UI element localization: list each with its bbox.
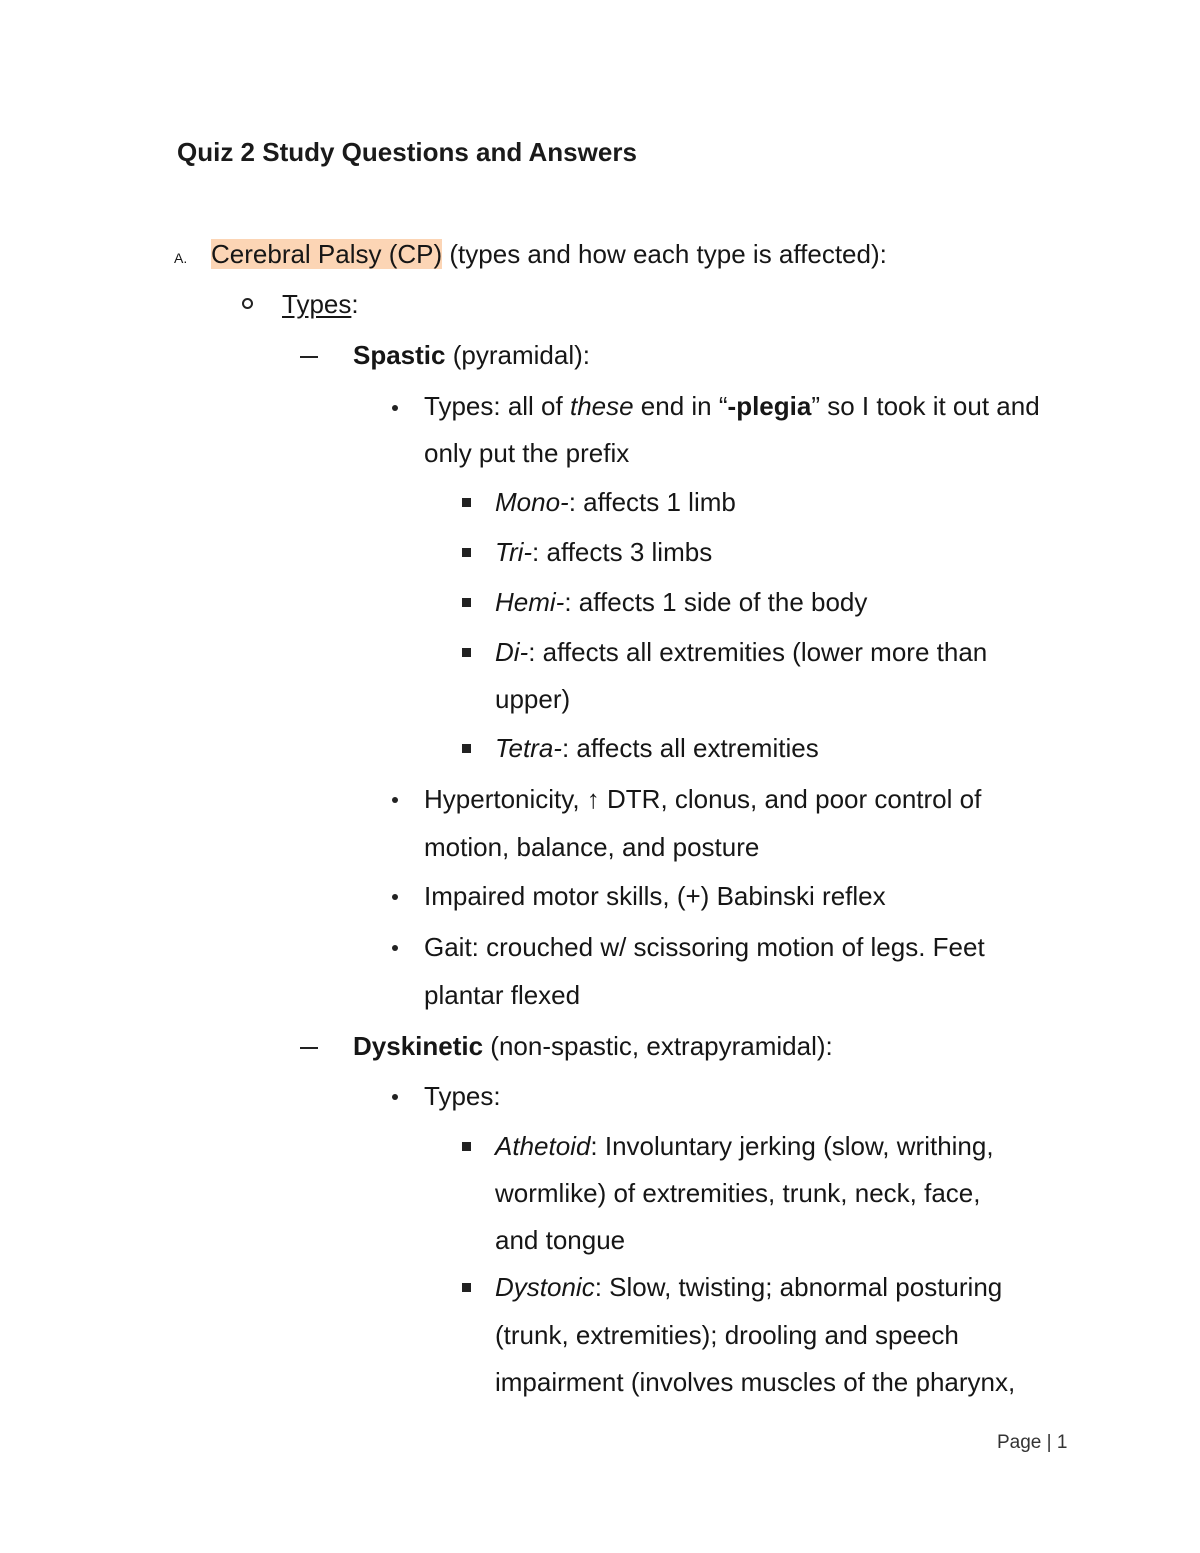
dot-bullet-icon [392, 405, 398, 411]
feature-item: Gait: crouched w/ scissoring motion of legs. Feet [424, 932, 985, 962]
circle-bullet-icon [242, 298, 253, 309]
square-bullet-icon [462, 498, 471, 507]
feature-item-cont: motion, balance, and posture [424, 832, 760, 862]
prefix-item [495, 486, 736, 518]
prefix-item [495, 586, 867, 618]
prefix-term: Tetra- [495, 733, 562, 763]
footer-page-number: 1 [1056, 1432, 1068, 1453]
prefix-term: Tri- [495, 537, 533, 567]
prefix-item [495, 732, 819, 764]
dot-bullet-icon [392, 945, 398, 951]
types-heading-colon: : [351, 289, 359, 319]
document-title: Quiz 2 Study Questions and Answers [177, 137, 637, 167]
subtype-term: Dystonic [495, 1272, 595, 1302]
subtype-item-cont: impairment (involves muscles of the pharynx, [495, 1367, 1016, 1397]
prefix-desc: : affects all extremities [561, 733, 819, 763]
square-bullet-icon [462, 648, 471, 657]
feature-item: Hypertonicity, ↑ DTR, clonus, and poor control of [424, 784, 982, 814]
square-bullet-icon [462, 1142, 471, 1151]
dyskinetic-heading [353, 1030, 833, 1062]
prefix-item-cont: upper) [495, 684, 571, 714]
prefix-desc: : affects 1 side of the body [564, 587, 868, 617]
page-number-footer [997, 1432, 1067, 1454]
feature-item-cont: plantar flexed [424, 980, 581, 1010]
subtype-desc: : Involuntary jerking (slow, writhing, [590, 1131, 994, 1161]
dot-bullet-icon [392, 1094, 398, 1100]
dot-bullet-icon [392, 797, 398, 803]
square-bullet-icon [462, 744, 471, 753]
footer-label: Page [997, 1432, 1042, 1453]
subtype-item [495, 1130, 994, 1162]
types-heading-label: Types [282, 289, 352, 319]
section-a-heading [211, 238, 887, 270]
subtype-item-cont: (trunk, extremities); drooling and speech [495, 1320, 959, 1350]
intro-part-a: Types: all of [424, 391, 570, 421]
dyskinetic-name: Dyskinetic [353, 1031, 484, 1061]
dash-bullet-icon [300, 1047, 318, 1049]
subtype-item [495, 1271, 1002, 1303]
spastic-types-intro-cont: only put the prefix [424, 438, 630, 468]
feature-item: Impaired motor skills, (+) Babinski reflex [424, 881, 886, 911]
dot-bullet-icon [392, 894, 398, 900]
prefix-term: Mono- [495, 487, 569, 517]
dyskinetic-types-label: Types: [424, 1081, 501, 1111]
intro-part-b: these [569, 391, 634, 421]
subtype-item-cont: wormlike) of extremities, trunk, neck, face, [495, 1178, 981, 1208]
intro-part-e: ” so I took it out and [811, 391, 1040, 421]
spastic-heading [353, 339, 590, 371]
square-bullet-icon [462, 598, 471, 607]
dash-bullet-icon [300, 356, 318, 358]
subtype-desc: : Slow, twisting; abnormal posturing [594, 1272, 1003, 1302]
prefix-item [495, 636, 987, 668]
dyskinetic-qualifier: (non-spastic, extrapyramidal): [483, 1031, 833, 1061]
topic-description: (types and how each type is affected): [442, 239, 887, 269]
highlighted-topic: Cerebral Palsy (CP) [211, 239, 443, 269]
prefix-term: Hemi- [495, 587, 565, 617]
square-bullet-icon [462, 1283, 471, 1292]
subtype-item-cont: and tongue [495, 1225, 626, 1255]
section-a-marker: A. [174, 250, 188, 266]
prefix-item [495, 536, 712, 568]
prefix-desc: : affects all extremities (lower more than [528, 637, 988, 667]
types-heading [282, 288, 359, 320]
spastic-types-intro [424, 390, 1040, 422]
prefix-term: Di- [495, 637, 529, 667]
subtype-term: Athetoid [495, 1131, 591, 1161]
square-bullet-icon [462, 548, 471, 557]
intro-part-d: -plegia [727, 391, 812, 421]
footer-separator: | [1046, 1432, 1052, 1453]
spastic-name: Spastic [353, 340, 446, 370]
spastic-qualifier: (pyramidal): [445, 340, 590, 370]
prefix-desc: : affects 1 limb [568, 487, 736, 517]
prefix-desc: : affects 3 limbs [532, 537, 713, 567]
intro-part-c: end in “ [633, 391, 728, 421]
